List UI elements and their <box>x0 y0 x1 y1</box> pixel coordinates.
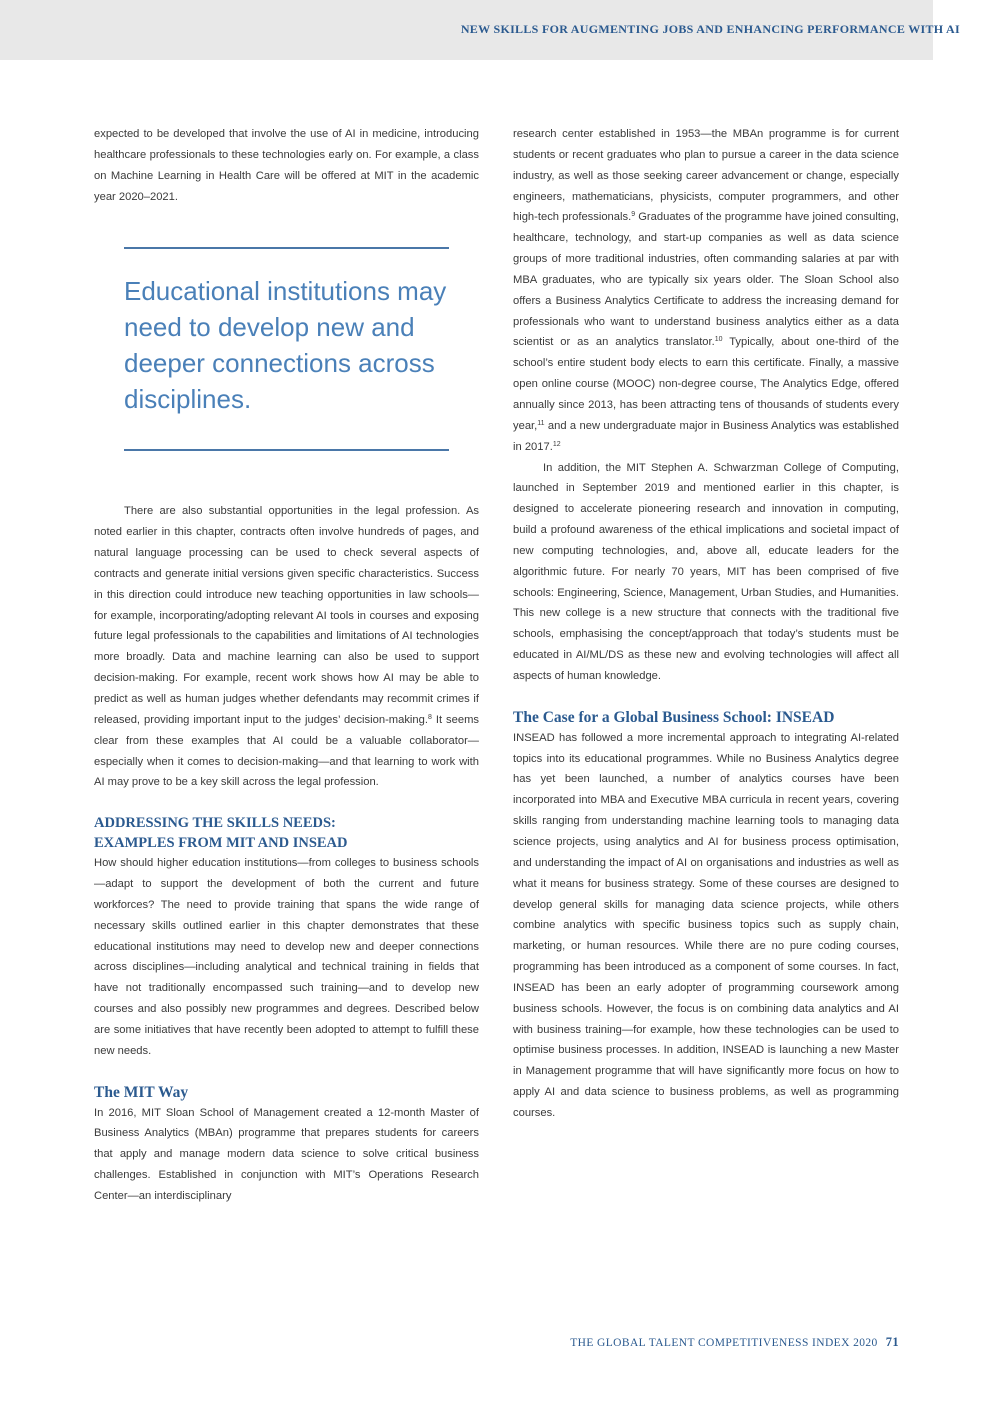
footnote-marker: 11 <box>537 419 545 427</box>
footer-title: THE GLOBAL TALENT COMPETITIVENESS INDEX 2020 <box>570 1337 878 1349</box>
pull-quote-text: Educational institutions may need to develop new and deeper connections across disciplines. <box>124 276 447 415</box>
paragraph: There are also substantial opportunities in the legal profession. As noted earlier in this chapter, contracts often involve hundreds of pages, and natural language processing can be used to check several aspects of contracts and generate initial versions given specific characteristics. Success in this direction could introduce new teaching opportunities in law schools—for example, incorporating/adopting relevant AI tools in courses and exposing future legal professionals to the capabilities and limitations of AI technologies more broadly. Data and machine learning can also be used to support decision-making. For example, recent work shows how AI may be able to predict as well as human judges whether defendants may recommit crimes if released, providing important input to the judges’ decision-making.$^8$ It seems clear from these examples that AI could be a valuable collaborator—especially when it comes to decision-making—and that learning to work with AI may prove to be a key skill across the legal profession. <box>94 505 479 789</box>
left-column <box>94 124 479 1207</box>
subsection-heading: The MIT Way <box>94 1083 189 1101</box>
paragraph: How should higher education institutions—from colleges to business schools—adapt to support the development of both the current and future workforces? The need to provide training that spans the wide range of necessary skills outlined earlier in this chapter demonstrates that these educational institutions may need to develop new and deeper connections across disciplines—including analytical and technical training in fields that have not traditionally encompassed such training—and to develop new courses and also possibly new programmes and degrees. Described below are some initiatives that have recently been adopted to attempt to fulfill these new needs. <box>94 857 479 1057</box>
paragraph: In 2016, MIT Sloan School of Management created a 12-month Master of Business Analytics (MBAn) programme that prepares students for careers that apply and manage modern data science to solve critical business challenges. Established in conjunction with MIT’s Operations Research Center—an interdisciplinary <box>94 1106 479 1202</box>
right-column <box>513 124 899 1124</box>
subsection-heading: The Case for a Global Business School: INSEAD <box>513 708 835 726</box>
paragraph: research center established in 1953—the MBAn programme is for current students or recent graduates who plan to pursue a career in the data science industry, as well as those seeking career advancement or change, especially engineers, mathematicians, physicists, computer programmers, and other high-tech professionals.$^9$ Graduates of the programme have joined consulting, healthcare, technology, and start-up companies as well as data science groups of more traditional industries, often commanding salaries at par with MBA graduates, who are typically six years older. The Sloan School also offers a Business Analytics Certificate to address the increasing demand for professionals who want to understand business analytics either as a data scientist or as an analytics translator.$^{10}$ Typically, about one-third of the school’s entire student body elects to earn this certificate. Finally, a massive open online course (MOOC) non-degree course, The Analytics Edge, offered annually since 2013, has been attracting tens of thousands of students every year,$^{11}$ and a new undergraduate major in Business Analytics was established in 2017.12 <box>513 128 899 453</box>
footnote-marker: 10 <box>714 336 723 344</box>
running-head: NEW SKILLS FOR AUGMENTING JOBS AND ENHANCING PERFORMANCE WITH AI <box>460 22 960 36</box>
paragraph: INSEAD has followed a more incremental approach to integrating AI-related topics into its educational programmes. While no Business Analytics degree has yet been launched, a number of analytics courses have been incorporated into MBA and Executive MBA curricula in recent years, covering skills ranging from understanding machine learning tools to managing data science projects, using analytics and AI for business process optimisation, and understanding the impact of AI on organisations and industries as well as what it means for business strategy. Some of these courses are designed to develop general skills for managing data science projects, while others combine analytics with specific business topics such as supply chain, marketing, or human resources. While there are no pure coding courses, programming has been introduced as a component of some courses. In fact, INSEAD has been an early adopter of programming coursework among business schools. However, the focus is on combining data analytics and AI with business training—for example, how these technologies can be used to optimise business processes. In addition, INSEAD is launching a new Master in Management programme that will have significantly more focus on how to apply AI and data science to business problems, as well as programming courses. <box>513 731 899 1119</box>
page-number: 71 <box>885 1335 899 1349</box>
page-footer <box>570 1335 899 1350</box>
paragraph: In addition, the MIT Stephen A. Schwarzman College of Computing, launched in September 2019 and mentioned earlier in this chapter, is designed to accelerate pioneering research and innovation in computing, build a profound awareness of the ethical implications and societal impact of new computing technologies, and, above all, educate leaders for the algorithmic future. For nearly 70 years, MIT has been comprised of five schools: Engineering, Science, Management, Urban Studies, and Humanities. This new college is a new structure that connects with the traditional five schools, emphasising the concept/approach that today’s students must be educated in AI/ML/DS as these new and evolving technologies will affect all aspects of human knowledge. <box>513 461 899 682</box>
footnote-marker: 9 <box>631 211 636 219</box>
footnote-marker: 8 <box>427 713 432 721</box>
section-heading: ADDRESSING THE SKILLS NEEDS: EXAMPLES FROM MIT AND INSEAD <box>94 815 348 852</box>
paragraph: expected to be developed that involve the use of AI in medicine, introducing healthcare professionals to these technologies early on. For example, a class on Machine Learning in Health Care will be offered at MIT in the academic year 2020–2021. <box>94 128 479 203</box>
pull-quote <box>124 247 449 451</box>
footnote-marker: 12 <box>552 440 561 448</box>
